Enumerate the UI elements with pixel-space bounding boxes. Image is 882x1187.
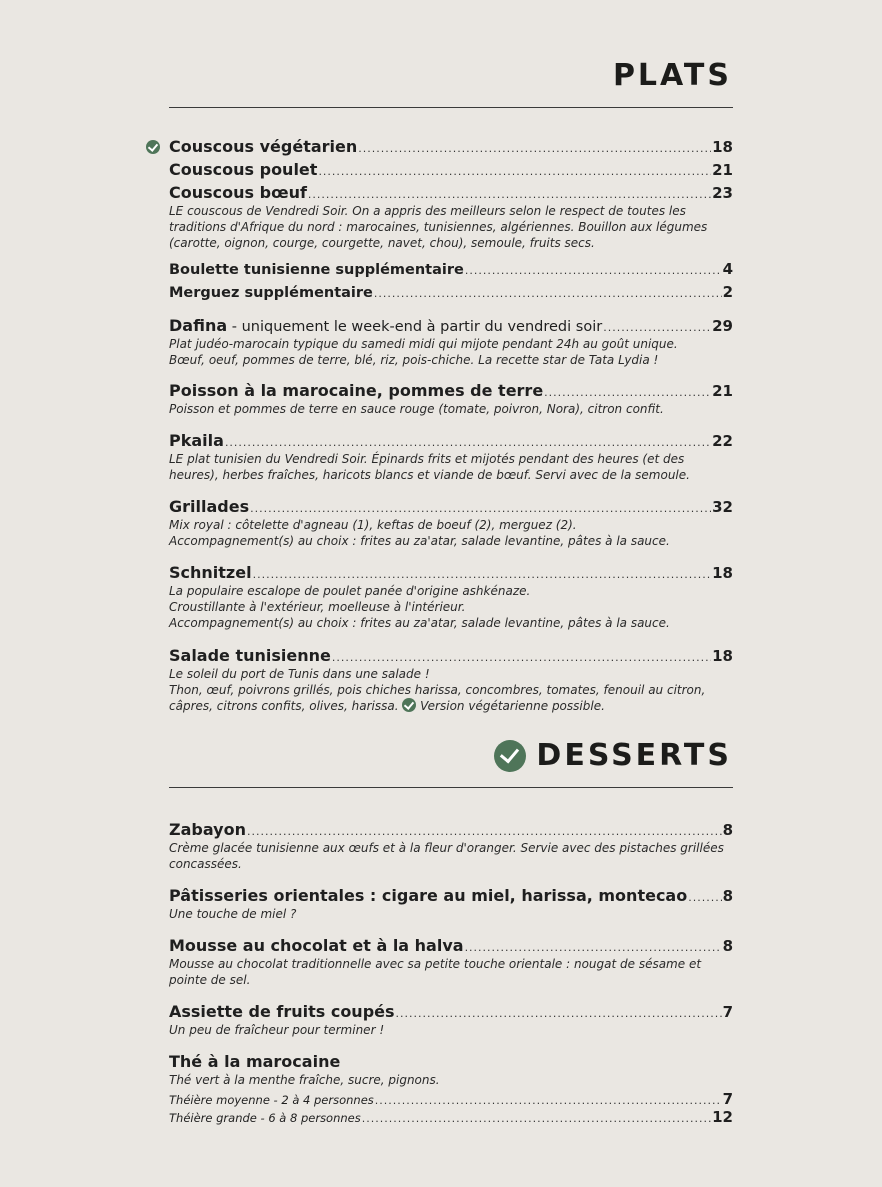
tea-option: Théière grande - 6 à 8 personnes ..... 12 [169,1108,733,1126]
tea-option: Théière moyenne - 2 à 4 personnes ..... 7 [169,1090,733,1108]
menu-item-grillades: Grillades ..... 32 Mix royal : côtelette d'agneau (1), keftas de boeuf (2), merguez (2). Accompagnement(s) au choix : frites au za'atar, salade levantine, pâtes à la sauce. [169,497,733,549]
menu-item-zabayon: Zabayon ..... 8 Crème glacée tunisienne aux œufs et à la fleur d'oranger. Servie avec des pistaches grillées concassées. [169,820,733,872]
menu-item-salade: Salade tunisienne ..... 18 Le soleil du port de Tunis dans une salade ! Thon, œuf, poivrons grillés, pois chiches harissa, concombres, tomates, fenouil au citron, câpres, citrons confits, olives, harissa. Version végétarienne possible. [169,646,733,714]
menu-item-patisseries: Pâtisseries orientales : cigare au miel, harissa, montecao ..... 8 Une touche de miel ? [169,886,733,922]
plats-title: PLATS [612,58,732,93]
menu-item-mousse: Mousse au chocolat et à la halva ..... 8 Mousse au chocolat traditionnelle avec sa petite touche orientale : nougat de sésame et pointe de sel. [169,936,733,988]
menu-item-dafina: Dafina - uniquement le week-end à partir du vendredi soir ..... 29 Plat judéo-marocain typique du samedi midi qui mijote pendant 24h au goût unique. Bœuf, oeuf, pommes de terre, blé, riz, pois-chiche. La recette star de Tata Lydia ! [169,316,733,368]
vegetarian-icon [402,698,416,712]
item-description: LE couscous de Vendredi Soir. On a appris des meilleurs selon le respect de toutes les traditions d'Afrique du nord : marocaines, tunisiennes, algériennes. Bouillon aux légumes (carotte, oignon, courge, courgette, navet, chou), semoule, fruits secs. [169,204,708,250]
desserts-rule [169,787,733,788]
menu-item-poisson: Poisson à la marocaine, pommes de terre ..... 21 Poisson et pommes de terre en sauce rouge (tomate, poivron, Nora), citron confit. [169,381,733,417]
menu-item-merguez: Merguez supplémentaire ..... 2 [169,283,733,301]
menu-item-pkaila: Pkaila ..... 22 LE plat tunisien du Vendredi Soir. Épinards frits et mijotés pendant des heures (et des heures), herbes fraîches, haricots blancs et viande de bœuf. Servi avec de la semoule. [169,431,733,483]
vegetarian-icon [494,740,526,772]
menu-item-fruits: Assiette de fruits coupés ..... 7 Un peu de fraîcheur pour terminer ! [169,1002,733,1038]
menu-item-couscous-poulet: Couscous poulet ..... 21 [169,160,733,179]
vegetarian-icon [146,140,160,154]
menu-item-couscous-boeuf: Couscous bœuf ..... 23 LE couscous de Vendredi Soir. On a appris des meilleurs selon le respect de toutes les traditions d'Afrique du nord : marocaines, tunisiennes, algériennes. Bouillon aux légumes (carotte, oignon, courge, courgette, navet, chou), semoule, fruits secs. [169,183,733,251]
menu-item-schnitzel: Schnitzel ..... 18 La populaire escalope de poulet panée d'origine ashkénaze. Croustillante à l'extérieur, moelleuse à l'intérieur. Accompagnement(s) au choix : frites au za'atar, salade levantine, pâtes à la sauce. [169,563,733,631]
menu-item-the: Thé à la marocaine Thé vert à la menthe fraîche, sucre, pignons. Théière moyenne - 2 à 4 personnes ..... 7 Théière grande - 6 à 8 personnes ..... 12 [169,1052,733,1126]
menu-item-boulette: Boulette tunisienne supplémentaire ..... 4 [169,260,733,278]
menu-item-couscous-vegetarien: Couscous végétarien ..... 18 [169,137,733,156]
desserts-title: DESSERTS [494,738,732,773]
plats-rule [169,107,733,108]
